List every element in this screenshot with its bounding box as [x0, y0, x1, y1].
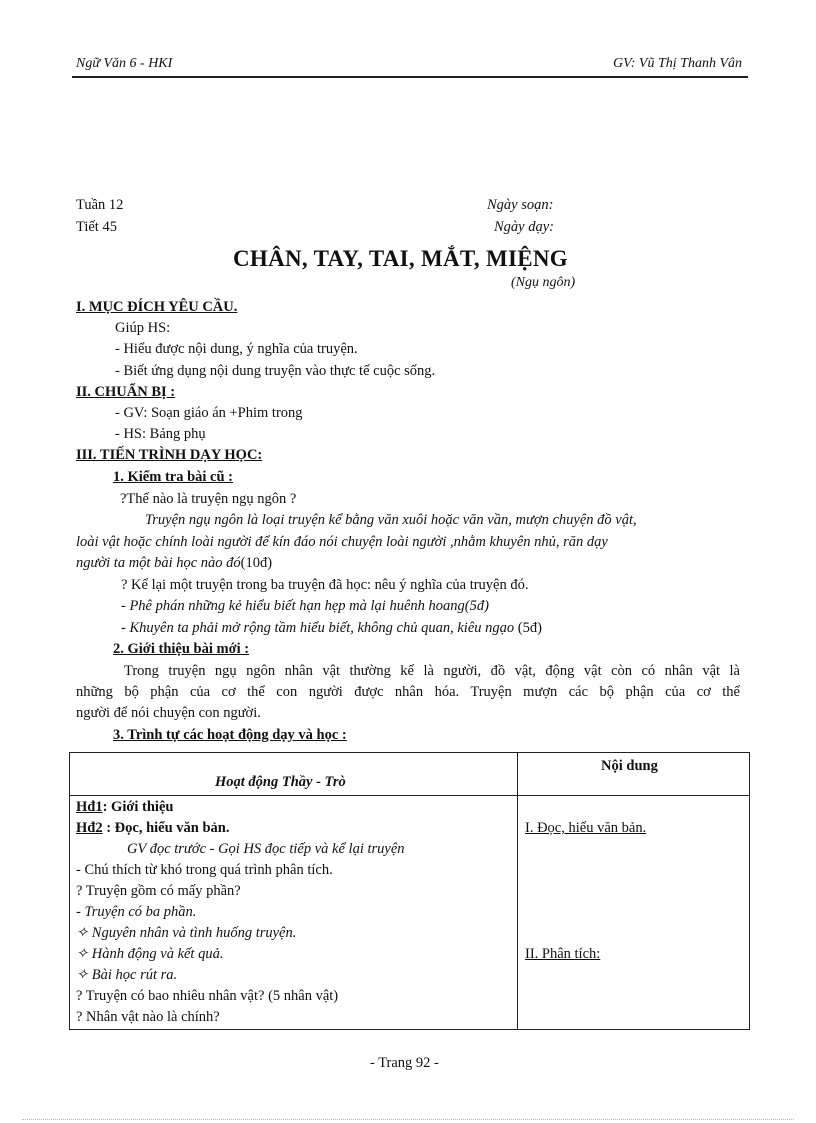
sub1-answer2b: - Khuyên ta phải mở rộng tầm hiểu biết, không chủ quan, kiêu ngạo	[121, 620, 515, 636]
section2-line: - GV: Soạn giáo án +Phim trong	[115, 405, 303, 421]
sub1-answer-line: Truyện ngụ ngôn là loại truyện kể bằng văn xuôi hoặc văn vần, mượn chuyện đồ vật,	[145, 512, 637, 528]
activity-bullet-line: ✧ Nguyên nhân và tình huống truyện.	[76, 925, 297, 941]
activity-bullet-line: ✧ Hành động và kết quả.	[76, 946, 224, 962]
sub2-heading: 2. Giới thiệu bài mới :	[113, 641, 250, 657]
activity-line: ? Truyện có bao nhiêu nhân vật? (5 nhân vật)	[76, 988, 339, 1004]
section3-heading: III. TIẾN TRÌNH DẠY HỌC:	[76, 447, 263, 463]
content-heading-2: II. Phân tích:	[525, 946, 601, 962]
sub2-paragraph-line: Trong truyện ngụ ngôn nhân vật thường kể là người, đồ vật, động vật còn có nhân vật là	[124, 663, 740, 679]
sub3-heading: 3. Trình tự các hoạt động dạy và học :	[113, 727, 347, 743]
section1-line: - Hiểu được nội dung, ý nghĩa của truyện.	[115, 341, 358, 357]
activity-hd2: Hđ2 : Đọc, hiểu văn bản.	[76, 820, 230, 836]
content-heading-1: I. Đọc, hiểu văn bản.	[525, 820, 647, 836]
header-left: Ngữ Văn 6 - HKI	[76, 56, 173, 71]
sub1-question: ?Thế nào là truyện ngụ ngôn ?	[120, 491, 297, 507]
col-left-heading: Hoạt động Thầy - Trò	[215, 774, 346, 790]
lesson-activity-table	[69, 752, 750, 1030]
sub1-answer2b-points: (5đ)	[517, 620, 542, 636]
activity-hd1: Hđ1: Giới thiệu	[76, 799, 174, 815]
activity-bullet-line: ✧ Bài học rút ra.	[76, 967, 178, 983]
footer-divider	[22, 1119, 794, 1120]
section1-heading: I. MỤC ĐÍCH YÊU CẦU.	[76, 299, 238, 315]
table-header-right	[518, 753, 750, 796]
section1-line: Giúp HS:	[115, 320, 171, 336]
sub2-paragraph-line: người để nói chuyện con người.	[76, 705, 261, 721]
table-cell-activities	[70, 796, 518, 1030]
col-right-heading: Nội dung	[601, 758, 658, 774]
header-right: GV: Vũ Thị Thanh Vân	[613, 56, 742, 71]
sparkle-bullet-icon: ✧	[76, 967, 89, 983]
sub1-answer2b-line	[121, 620, 542, 637]
table-header-left	[70, 753, 518, 796]
sub1-answer2a: - Phê phán những kẻ hiểu biết hạn hẹp mà lại huênh hoang(5đ)	[121, 598, 489, 614]
sub1-answer-points: (10đ)	[240, 555, 273, 571]
prep-date-label: Ngày soạn:	[487, 197, 554, 213]
header-divider	[72, 76, 748, 78]
activity-line: ? Nhân vật nào là chính?	[76, 1009, 220, 1025]
activity-line: - Truyện có ba phần.	[76, 904, 197, 920]
sub1-answer-line-3	[76, 555, 272, 572]
sub1-answer-line: loài vật hoặc chính loài người để kín đáo nói chuyện loài người ,nhằm khuyên nhủ, răn dạy	[76, 534, 608, 550]
teach-date-label: Ngày dạy:	[494, 219, 554, 235]
section2-heading: II. CHUẨN BỊ :	[76, 384, 176, 400]
sub2-paragraph-line: những bộ phận của cơ thể con người được nhân hóa. Truyện mượn các bộ phận của cơ thể	[76, 684, 740, 700]
sub1-answer-text: người ta một bài học nào đó	[76, 555, 241, 571]
page-number: - Trang 92 -	[370, 1055, 439, 1071]
genre-label: (Ngụ ngôn)	[511, 275, 576, 290]
table-cell-content	[518, 796, 750, 1030]
activity-line: ? Truyện gồm có mấy phần?	[76, 883, 241, 899]
activity-line: - Chú thích từ khó trong quá trình phân tích.	[76, 862, 333, 878]
section1-line: - Biết ứng dụng nội dung truyện vào thực tế cuộc sống.	[115, 363, 436, 379]
section2-line: - HS: Bảng phụ	[115, 426, 206, 442]
sub1-heading: 1. Kiểm tra bài cũ :	[113, 469, 234, 485]
activity-line: GV đọc trước - Gọi HS đọc tiếp và kể lại truyện	[127, 841, 405, 857]
sparkle-bullet-icon: ✧	[76, 925, 89, 941]
sparkle-bullet-icon: ✧	[76, 946, 89, 962]
page-title: CHÂN, TAY, TAI, MẮT, MIỆNG	[233, 246, 568, 271]
sub1-question2: ? Kể lại một truyện trong ba truyện đã học: nêu ý nghĩa của truyện đó.	[121, 577, 529, 593]
week-label: Tuần 12	[76, 197, 124, 213]
lesson-label: Tiết 45	[76, 219, 117, 235]
